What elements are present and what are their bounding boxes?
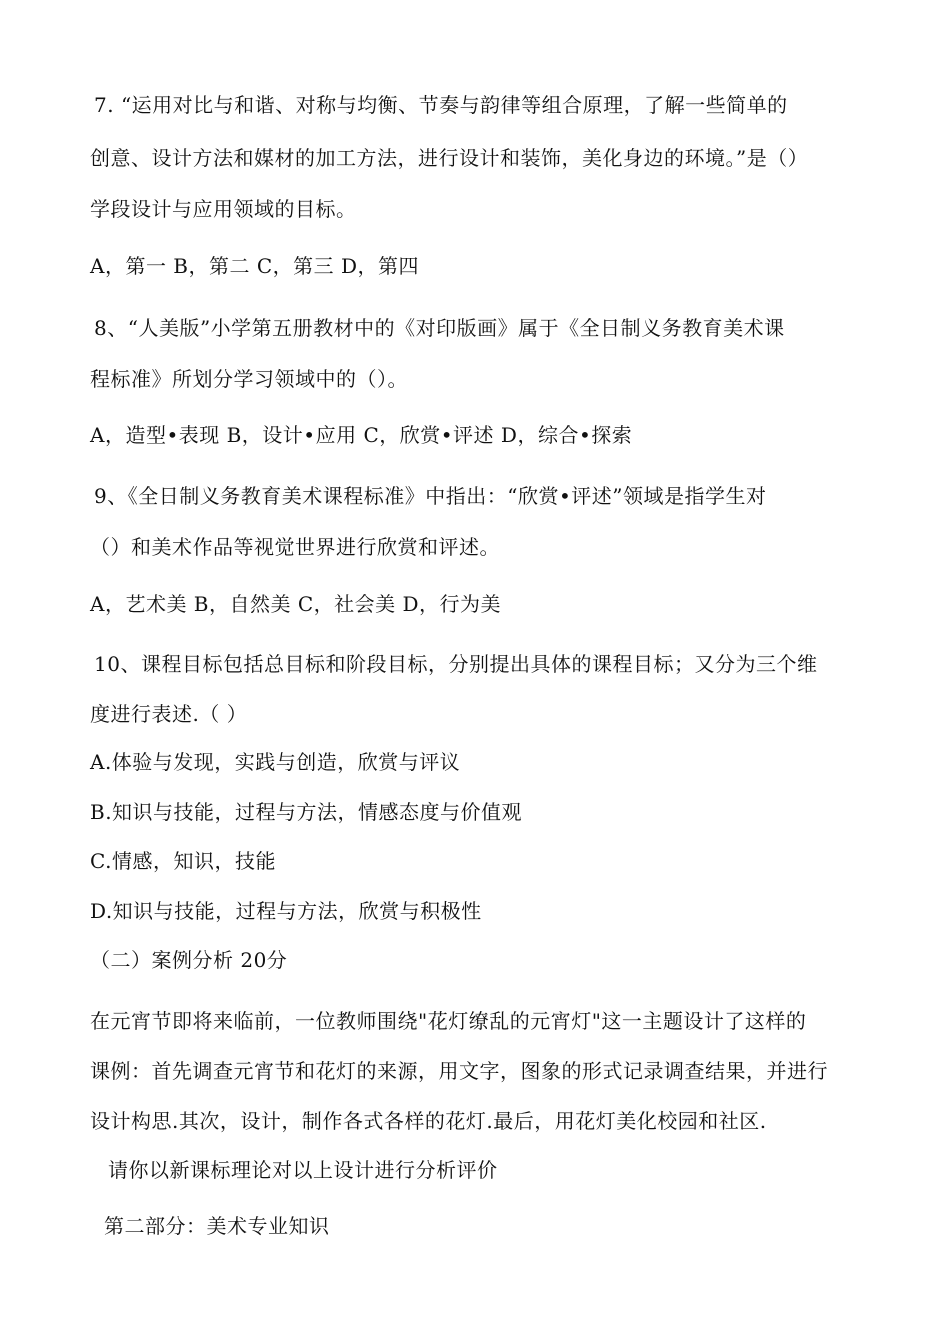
- q10-line1: 10、课程目标包括总目标和阶段目标，分别提出具体的课程目标；又分为三个维: [94, 652, 818, 676]
- q9-line2: （）和美术作品等视觉世界进行欣赏和评述。: [90, 535, 500, 559]
- q10-option-c: C.情感，知识，技能: [90, 849, 276, 873]
- case-line3: 设计构思.其次，设计，制作各式各样的花灯.最后，用花灯美化校园和社区.: [90, 1109, 767, 1133]
- q7-line2: 创意、设计方法和媒材的加工方法，进行设计和装饰，美化身边的环境。”是（）: [90, 146, 809, 170]
- q8-line1: 8、“人美版”小学第五册教材中的《对印版画》属于《全日制义务教育美术课: [94, 316, 785, 340]
- q10-option-a: A.体验与发现，实践与创造，欣赏与评议: [90, 750, 461, 774]
- case-line1: 在元宵节即将来临前，一位教师围绕"花灯缭乱的元宵灯"这一主题设计了这样的: [90, 1009, 807, 1033]
- q7-line1: 7. “运用对比与和谐、对称与均衡、节奏与韵律等组合原理，了解一些简单的: [94, 93, 788, 117]
- q10-line2: 度进行表述.（ ）: [90, 702, 248, 726]
- q7-line3: 学段设计与应用领域的目标。: [90, 197, 357, 221]
- q7-options: A，第一 B，第二 C，第三 D，第四: [90, 254, 420, 278]
- q8-options: A，造型•表现 B，设计•应用 C，欣赏•评述 D，综合•探索: [90, 423, 633, 447]
- case-prompt: 请你以新课标理论对以上设计进行分析评价: [108, 1158, 498, 1182]
- q10-option-b: B.知识与技能，过程与方法，情感态度与价值观: [90, 800, 523, 824]
- part2-heading: 第二部分：美术专业知识: [104, 1214, 330, 1238]
- q9-options: A，艺术美 B，自然美 C，社会美 D，行为美: [90, 592, 502, 616]
- case-line2: 课例：首先调查元宵节和花灯的来源，用文字，图象的形式记录调查结果，并进行: [90, 1059, 828, 1083]
- q9-line1: 9、《全日制义务教育美术课程标准》中指出：“欣赏•评述”领域是指学生对: [94, 484, 767, 508]
- case-heading: （二）案例分析 20分: [90, 948, 288, 972]
- q8-line2: 程标准》所划分学习领域中的（）。: [90, 367, 408, 391]
- q10-option-d: D.知识与技能，过程与方法，欣赏与积极性: [90, 899, 482, 923]
